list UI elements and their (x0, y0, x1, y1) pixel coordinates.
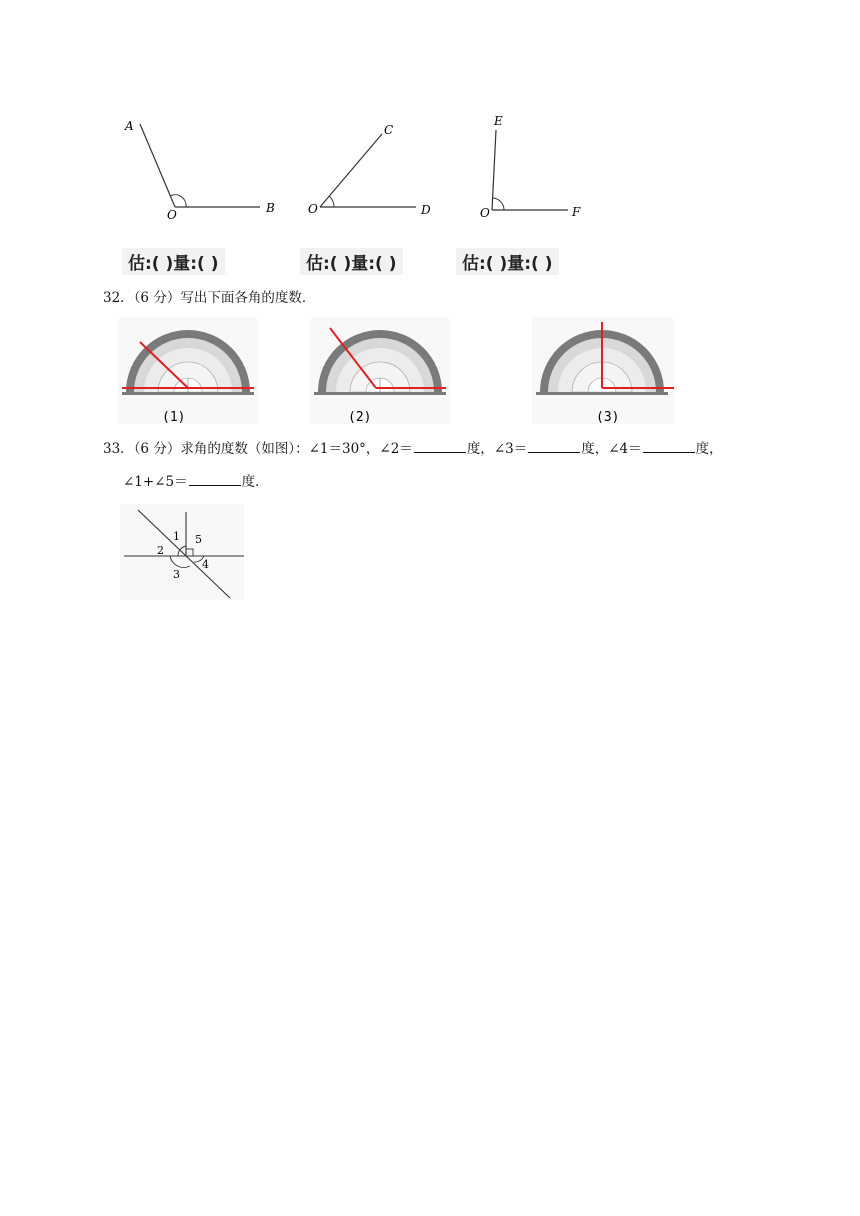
protractor-1 (118, 318, 258, 424)
question-33-number: 33． (103, 441, 134, 457)
question-32-text: 写出下面各角的度数． (180, 290, 316, 306)
protractor-2-label: (2) (348, 410, 372, 424)
protractor-2 (310, 318, 450, 424)
question-33-text: 求角的度数（如图）：∠1＝30°，∠2＝ (180, 441, 413, 457)
angle-4-prefix: ∠4＝ (608, 441, 642, 457)
protractor-3-label: (3) (596, 410, 620, 424)
protractor-3 (532, 318, 674, 424)
estimate-label-2: 估:( )量:( ) (300, 248, 403, 275)
angle-2-blank[interactable] (414, 439, 466, 453)
point-o-label-1: O (167, 208, 177, 222)
estimate-label-1: 估:( )量:( ) (122, 248, 225, 275)
angle-eof (480, 114, 581, 220)
question-32-score: （6 分） (133, 290, 181, 306)
question-33-line-2 (123, 472, 269, 491)
angle-cod (308, 123, 431, 217)
estimate-label-3: 估:( )量:( ) (456, 248, 559, 275)
point-b-label: B (266, 201, 275, 215)
question-33-line-1 (103, 439, 723, 458)
angle-label-4: 4 (202, 558, 209, 571)
unit-2: 度， (581, 441, 609, 457)
point-o-label-3: O (480, 206, 490, 220)
point-f-label: F (572, 205, 581, 219)
angle-3-prefix: ∠3＝ (493, 441, 528, 457)
point-d-label: D (421, 203, 431, 217)
estimate-row (120, 248, 590, 272)
sum-unit: 度． (241, 474, 269, 490)
unit-3: 度， (695, 441, 723, 457)
question-32-number: 32． (103, 290, 134, 306)
point-a-label: A (125, 119, 134, 133)
point-c-label: C (384, 123, 394, 137)
angle-3-blank[interactable] (528, 439, 580, 453)
unit-1: 度， (466, 441, 494, 457)
angle-label-3: 3 (173, 568, 180, 581)
sum-prefix: ∠1+∠5＝ (123, 474, 188, 490)
point-e-label: E (494, 114, 503, 128)
protractor-1-label: (1) (162, 410, 186, 424)
intersecting-lines-figure (120, 504, 244, 600)
angle-label-2: 2 (157, 544, 164, 557)
angle-4-blank[interactable] (643, 439, 695, 453)
angle-label-5: 5 (195, 533, 202, 546)
point-o-label-2: O (308, 202, 318, 216)
question-33-score: （6 分） (133, 441, 181, 457)
angle-label-1: 1 (173, 530, 180, 543)
sum-blank[interactable] (189, 472, 241, 486)
question-32 (103, 289, 315, 307)
angle-aob (124, 119, 275, 222)
